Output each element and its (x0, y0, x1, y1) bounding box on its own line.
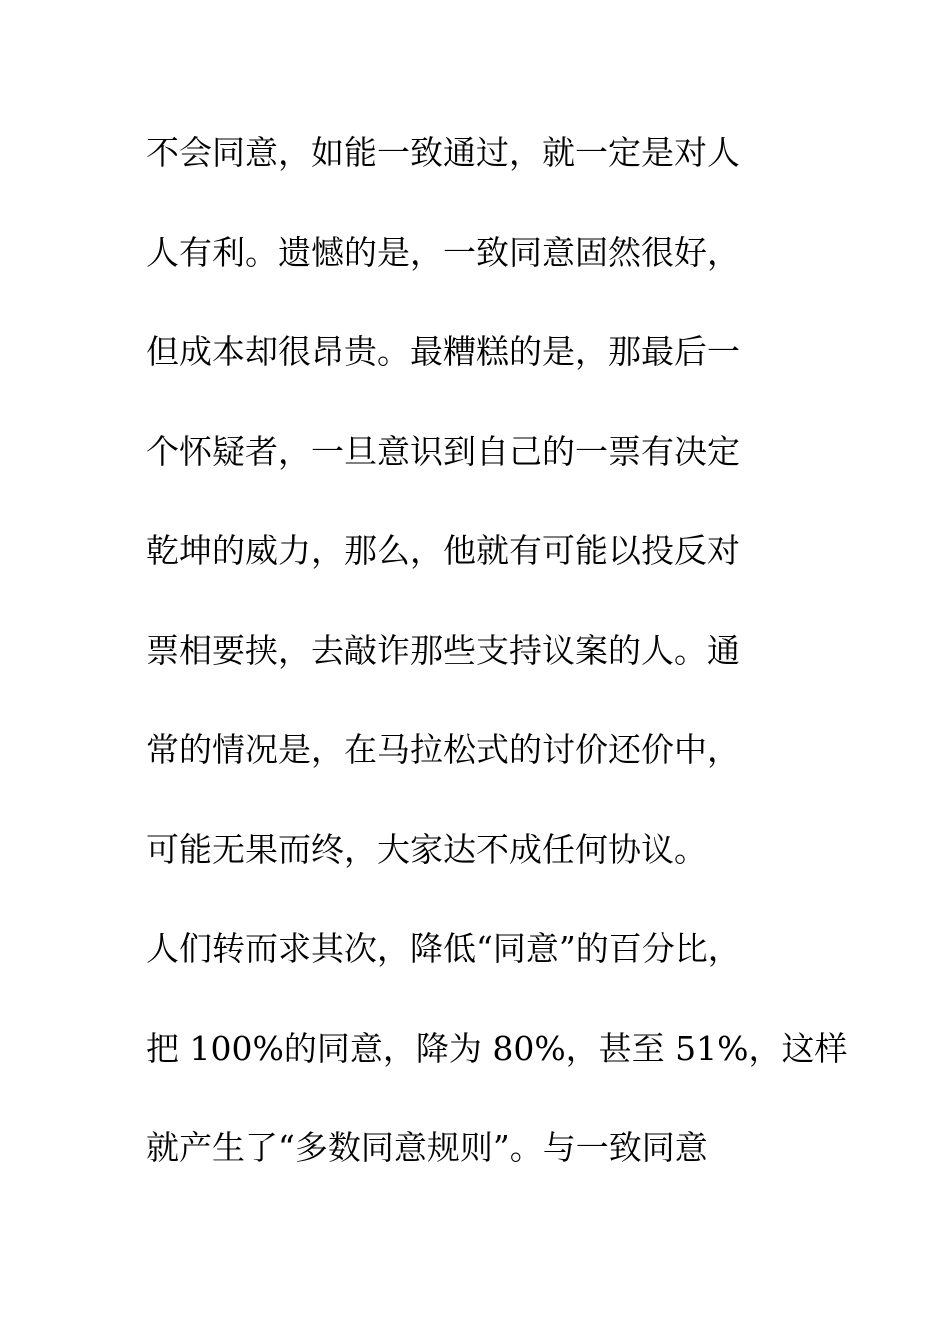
text-line: 可能无果而终，大家达不成任何协议。 (146, 829, 707, 869)
text-line: 乾坤的威力，那么，他就有可能以投反对 (146, 531, 740, 570)
text-line: 人有利。遗憾的是，一致同意固然很好， (146, 232, 740, 272)
body-text (146, 128, 846, 1223)
text-line: 不会同意，如能一致通过，就一定是对人 (146, 133, 740, 172)
text-line: 把 100%的同意，降为 80%，甚至 51%，这样 (146, 1028, 848, 1068)
text-line: 人们转而求其次，降低“同意”的百分比， (146, 929, 741, 968)
text-line: 票相要挟，去敲诈那些支持议案的人。通 (146, 630, 740, 670)
text-line: 就产生了“多数同意规则”。与一致同意 (146, 1128, 708, 1167)
text-line: 个怀疑者，一旦意识到自己的一票有决定 (146, 431, 740, 471)
text-line: 但成本却很昂贵。最糟糕的是，那最后一 (146, 332, 740, 371)
text-line: 常的情况是，在马拉松式的讨价还价中， (146, 730, 740, 769)
